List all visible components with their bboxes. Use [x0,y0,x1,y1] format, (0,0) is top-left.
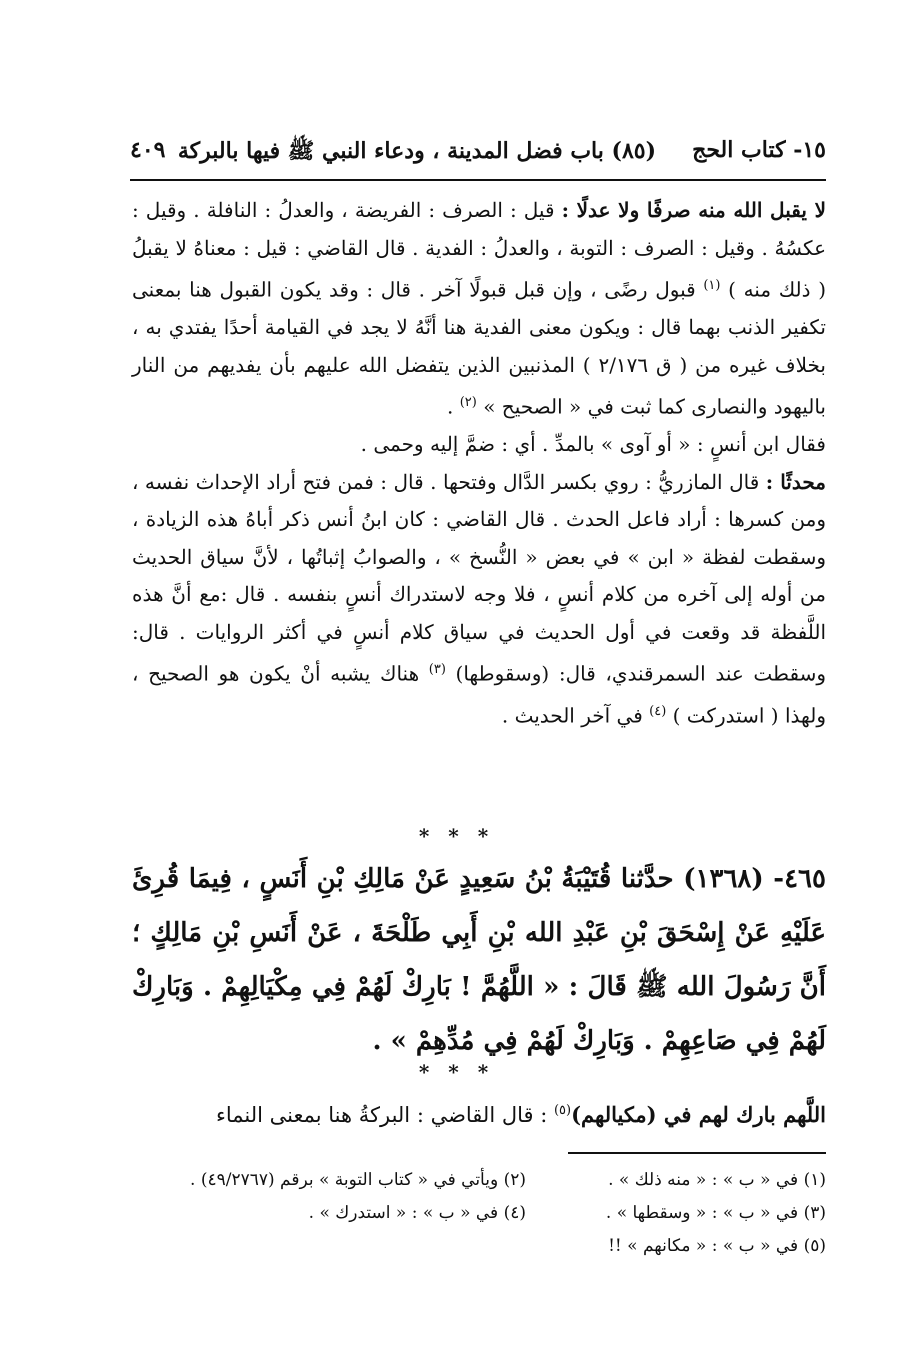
lemma: اللَّهم بارك لهم في (مكيالهم) [571,1102,826,1127]
section-separator: * * * [418,824,495,848]
commentary-text: هناك يشبه أنْ يكون هو الصحيح ، ولهذا ( استدركت ) [132,661,826,729]
commentary-text: قال المازريُّ : روي بكسر الدَّال وفتحها . قال : فمن فتح أراد الإحداث نفسه ، ومن كسرها : أراد فاعل الحدث . قال القاضي : كان ابنُ أنس ذكر أباهُ هذه الزيادة ، وسقطت لفظة « ابن » في بعض « النُّسخ » ، والصوابُ إثباتُها ، لأنَّ سياق الحديث من أوله إلى آخره من كلام أنسٍ ، فلا وجه لاستدراك أنسٍ بنفسه . قال :مع أنَّ هذه اللَّفظة قد وقعت في أول الحديث في سياق كلام أنسٍ في أكثر الروايات . قال: وسقطت عند السمرقندي، قال: (وسقوطها) [132,469,827,686]
footnote-ref: (٤) [649,704,667,720]
commentary-paragraph [132,192,826,426]
section-separator: * * * [418,1060,495,1084]
lemma: محدثًا : [765,469,826,494]
hadith-text [132,852,826,1068]
footnote: (٤) في « ب » : « استدرك » . [308,1203,526,1223]
page-number: ٤٠٩ [130,137,166,163]
header-rule [130,179,826,181]
commentary-paragraph [132,464,826,736]
footnote: (٥) في « ب » : « مكانهم » !! [608,1236,826,1256]
footnote: (١) في « ب » : « منه ذلك » . [608,1170,826,1190]
footnote-ref: (٣) [428,662,446,678]
commentary-text: . [446,394,454,419]
commentary-paragraph [132,426,826,464]
explanation-text: : قال القاضي : البركةُ هنا بمعنى النماء [215,1103,548,1127]
commentary-text: فقال ابن أنسٍ : « أو آوى » بالمدِّ . أي : ضمَّ إليه وحمى . [360,432,826,457]
footnote-row [132,1230,826,1263]
footnote-row [132,1164,826,1197]
footnote-ref: (٥) [553,1103,572,1118]
section-title: (٨٥) باب فضل المدينة ، ودعاء النبي ﷺ فيها بالبركة [177,138,656,164]
footnote: (٣) في « ب » : « وسقطها » . [605,1203,826,1223]
explanation-paragraph [132,1092,826,1134]
hadith-reference: (١٣٦٨) [683,864,764,894]
lemma: لا يقبل الله منه صرفًا ولا عدلًا : [561,198,826,222]
footnote-rule [568,1152,826,1154]
commentary-block [132,192,826,736]
commentary-text: قبول رضًى ، وإن قبل قبولًا آخر . قال : وقد يكون القبول هنا بمعنى تكفير الذنب بهما قال : ويكون معنى الفدية هنا أنَّهُ لا يجد في القيامة أحدًا يفتدي به ، بخلاف غيره من ( ق ٢/١٧٦ ) المذنبين الذين يتفضل الله عليهم بأن يفديهم من النار باليهود والنصارى كما ثبت في « الصحيح » [132,277,826,419]
chapter-title: ١٥- كتاب الحج [692,137,826,163]
footnotes [132,1164,826,1263]
commentary-text: قيل : الصرف : الفريضة ، والعدلُ : النافلة . وقيل : عكسُهُ . وقيل : الصرف : التوبة ، والعدلُ : الفدية . قال القاضي : قيل : معناهُ لا يقبلُ ( ذلك منه ) [132,198,826,302]
commentary-text: في آخر الحديث . [501,704,643,729]
running-header [130,137,826,175]
footnote: (٢) ويأتي في « كتاب التوبة » برقم (٤٩/٢٧٦٧) . [190,1170,526,1190]
hadith-body: حدَّثنا قُتَيْبَةُ بْنُ سَعِيدٍ عَنْ مَالِكِ بْنِ أَنَسٍ ، فِيمَا قُرِئَ عَلَيْهِ عَنْ إِسْحَقَ بْنِ عَبْدِ الله بْنِ أَبِي طَلْحَةَ ، عَنْ أَنَسِ بْنِ مَالِكٍ ؛ أَنَّ رَسُولَ الله ﷺ قَالَ : « اللَّهُمَّ ! بَارِكْ لَهُمْ فِي مِكْيَالِهِمْ . وَبَارِكْ لَهُمْ فِي صَاعِهِمْ . وَبَارِكْ لَهُمْ فِي مُدِّهِمْ » . [132,864,826,1056]
footnote-row [132,1197,826,1230]
hadith-number: ٤٦٥- [773,864,826,894]
footnote-ref: (٢) [459,395,477,411]
footnote-ref: (١) [703,278,721,293]
